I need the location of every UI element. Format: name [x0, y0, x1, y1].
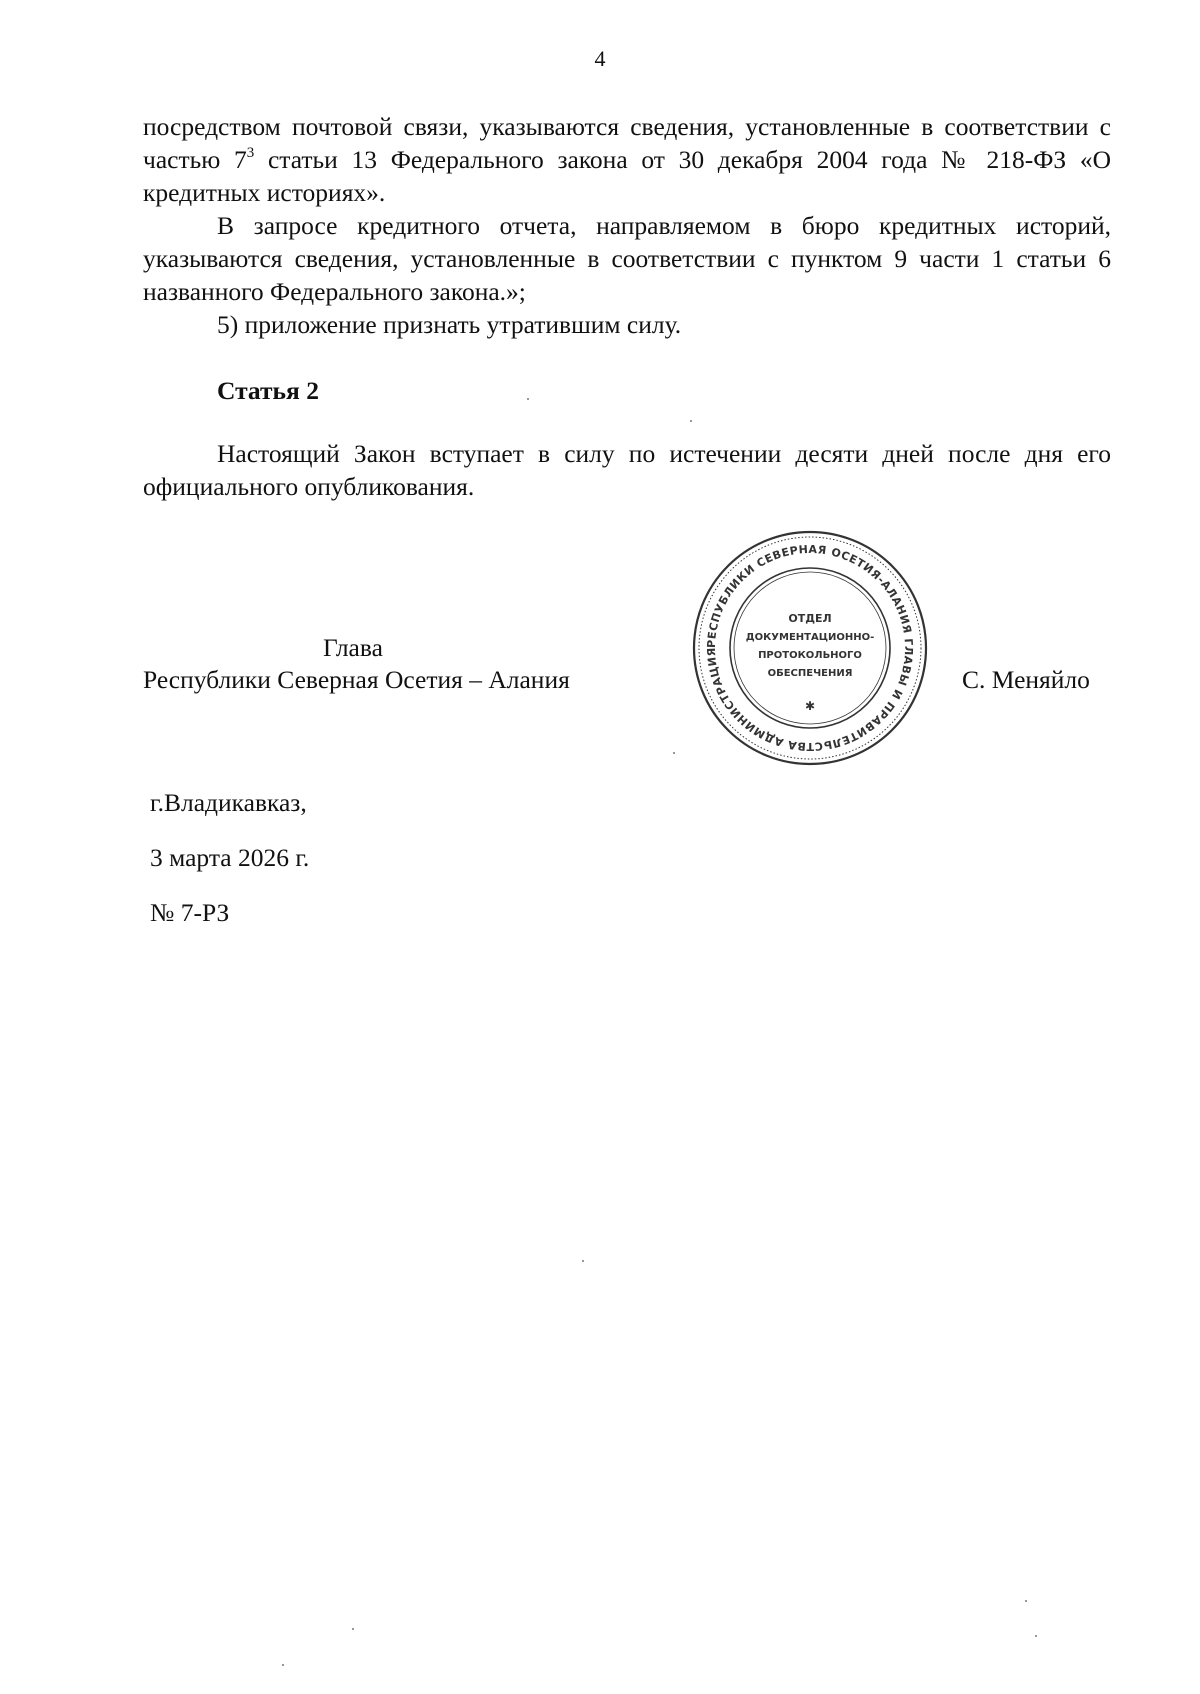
official-seal-stamp: [690, 528, 930, 768]
superscript: 3: [246, 144, 255, 161]
seal-outer-text: РЕСПУБЛИКИ СЕВЕРНАЯ ОСЕТИЯ-АЛАНИЯ ГЛАВЫ И ПРАВИТЕЛЬСТВА АДМИНИСТРАЦИЯ: [704, 542, 916, 754]
place-date-block: [150, 775, 309, 940]
paragraph-1: [143, 110, 1111, 209]
scan-speck: [1035, 1635, 1037, 1637]
scan-speck: [527, 398, 529, 400]
date: 3 марта 2026 г.: [150, 843, 310, 872]
scan-speck: [673, 752, 675, 754]
seal-center-line-2: ДОКУМЕНТАЦИОННО-: [745, 632, 875, 643]
paragraph-1-text-b: статьи 13 Федерального закона от 30 декабря 2004 года № 218-ФЗ «О кредитных историях».: [143, 145, 1111, 207]
scan-speck: [1025, 1600, 1027, 1602]
scan-speck: [352, 1628, 354, 1630]
seal-star-icon: ✱: [804, 699, 816, 713]
scan-speck: [690, 420, 692, 422]
seal-center-line-3: ПРОТОКОЛЬНОГО: [758, 650, 862, 661]
law-number: № 7-РЗ: [150, 898, 230, 927]
seal-center-line-1: ОТДЕЛ: [788, 612, 832, 625]
seal-center-line-4: ОБЕСПЕЧЕНИЯ: [767, 668, 853, 679]
signature-title: Глава: [323, 633, 383, 662]
signature-org: Республики Северная Осетия – Алания: [143, 665, 570, 694]
scan-speck: [282, 1664, 284, 1666]
signature-name: С. Меняйло: [962, 665, 1090, 694]
paragraph-3: 5) приложение признать утратившим силу.: [217, 310, 682, 339]
seal-rings: [694, 532, 926, 764]
city: г.Владикавказ,: [150, 788, 307, 817]
document-body: [143, 110, 1111, 341]
article-text: Настоящий Закон вступает в силу по истечении десяти дней после дня его официального опубликования.: [143, 439, 1111, 501]
page-number: 4: [594, 46, 606, 71]
paragraph-2: В запросе кредитного отчета, направляемом в бюро кредитных историй, указываются сведения, установленные в соответствии с пунктом 9 части 1 статьи 6 названного Федерального закона.»;: [143, 211, 1111, 306]
article-heading: Статья 2: [217, 376, 319, 405]
scan-speck: [582, 1260, 584, 1262]
paragraph-1-text-a: посредством почтовой связи, указываются сведения, установленные в соответствии с частью 7: [143, 112, 1111, 174]
